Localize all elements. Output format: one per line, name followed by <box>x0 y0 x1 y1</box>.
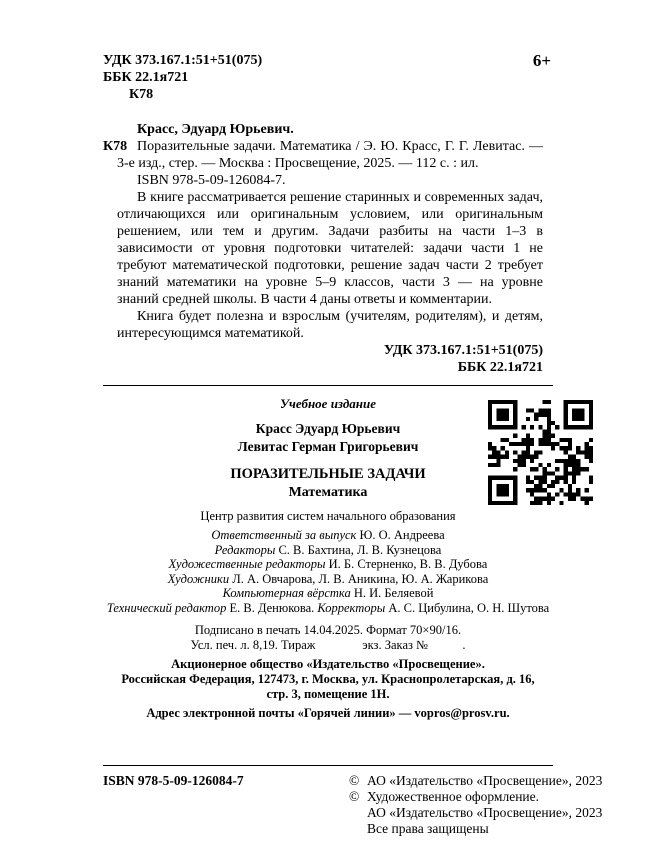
copyright-mark: © <box>349 772 360 788</box>
catalog-annotation <box>103 121 543 376</box>
bbk-right: ББК 22.1я721 <box>457 360 543 375</box>
copyright-mark <box>349 805 367 821</box>
copyright-line <box>349 821 611 837</box>
udk-right: УДК 373.167.1:51+51(075) <box>383 343 543 358</box>
credit-line <box>103 572 553 587</box>
credit-role: Технический редактор <box>106 600 227 615</box>
annotation-audience: Книга будет полезна и взрослым (учителям, родителям), и детям, интересующимся математикой. <box>117 309 543 341</box>
imprint-author-2: Левитас Герман Григорьевич <box>237 439 419 454</box>
print-approval-line: Подписано в печать 14.04.2025. Формат 70×90/16. <box>194 622 462 637</box>
copyright-text: АО «Издательство «Просвещение», 2023 <box>367 804 603 820</box>
credit-names: Ю. О. Андреева <box>359 528 445 542</box>
catalog-code: К78 <box>129 87 154 102</box>
publishing-center-name: Центр развития систем начального образования <box>200 509 456 523</box>
imprint-book-title: ПОРАЗИТЕЛЬНЫЕ ЗАДАЧИ <box>230 466 426 482</box>
imprint-author-1: Красс Эдуард Юрьевич <box>255 421 401 436</box>
copyright-text: АО «Издательство «Просвещение», 2023 <box>367 772 603 788</box>
credit-names: Н. И. Беляевой <box>353 586 434 601</box>
qr-code <box>488 400 593 505</box>
credit-line <box>103 601 553 616</box>
credit-names: И. Б. Стерненко, В. В. Дубова <box>328 557 488 572</box>
credit-names: С. В. Бахтина, Л. В. Кузнецова <box>278 542 442 557</box>
publisher-address-line-2: стр. 3, помещение 1Н. <box>266 686 390 701</box>
annotation-summary: В книге рассматривается решение старинных и современных задач, отличающихся или оригинальным условием, или оригинальным решением, или тем и другим. Задачи разбиты на части 1–3 в зависимости от уровня подготовки читателей: задачи части 1 не требуют математической подготовки, решение задач части 2 требует знаний математики на уровне 5–9 классов, части 3 — на уровне знаний средней школы. В части 4 даны ответы и комментарии. <box>117 190 543 307</box>
udk-code: УДК 373.167.1:51+51(075) <box>103 53 263 68</box>
credit-role: Ответственный за выпуск <box>211 528 357 542</box>
copyright-text: Художественное оформление. <box>367 788 540 804</box>
credit-line <box>103 528 553 543</box>
credit-line <box>103 586 553 601</box>
bibliographic-record: Поразительные задачи. Математика / Э. Ю. Красс, Г. Г. Левитас. — 3-е изд., стер. — Москва : Просвещение, 2025. — 112 с. : ил. <box>117 139 543 171</box>
credit-names: А. С. Цибулина, О. Н. Шутова <box>388 600 550 615</box>
copyright-text: Все права защищены <box>367 820 489 836</box>
credit-role: Художники <box>167 571 230 586</box>
credit-role: Художественные редакторы <box>168 557 326 572</box>
print-run-line: Усл. печ. л. 8,19. Тираж экз. Заказ № . <box>190 637 466 652</box>
credit-role: Редакторы <box>214 542 276 557</box>
credit-line <box>103 557 553 572</box>
author-heading: Красс, Эдуард Юрьевич. <box>137 122 294 137</box>
copyright-mark: © <box>349 788 360 804</box>
classification-codes <box>103 52 262 103</box>
credit-line <box>103 543 553 558</box>
publisher-address-line-1: Российская Федерация, 127473, г. Москва, ул. Краснопролетарская, д. 16, <box>121 671 535 686</box>
copyright-block <box>349 773 611 837</box>
copyright-line <box>349 789 611 805</box>
copyright-line <box>349 805 611 821</box>
imprint-section <box>103 386 553 721</box>
imprint-book-subtitle: Математика <box>288 485 368 500</box>
isbn-line: ISBN 978-5-09-126084-7. <box>137 173 286 188</box>
footer <box>103 766 611 837</box>
margin-catalog-code: К78 <box>103 139 128 154</box>
edition-type-label: Учебное издание <box>280 396 376 411</box>
hotline-email-line: Адрес электронной почты «Горячей линии» — vopros@prosv.ru. <box>146 705 510 720</box>
credit-names: Е. В. Денюкова. <box>229 600 315 615</box>
credit-names: Л. А. Овчарова, Л. В. Аникина, Ю. А. Жарикова <box>232 571 489 586</box>
credit-role: Компьютерная вёрстка <box>222 586 351 601</box>
header-codes <box>103 52 553 103</box>
copyright-line <box>349 773 611 789</box>
footer-isbn: ISBN 978-5-09-126084-7 <box>103 772 244 788</box>
credit-role: Корректоры <box>317 600 386 615</box>
age-rating-badge: 6+ <box>532 51 551 70</box>
bbk-code: ББК 22.1я721 <box>103 70 189 85</box>
publisher-name-line: Акционерное общество «Издательство «Просвещение». <box>171 656 485 671</box>
copyright-mark <box>349 821 367 837</box>
